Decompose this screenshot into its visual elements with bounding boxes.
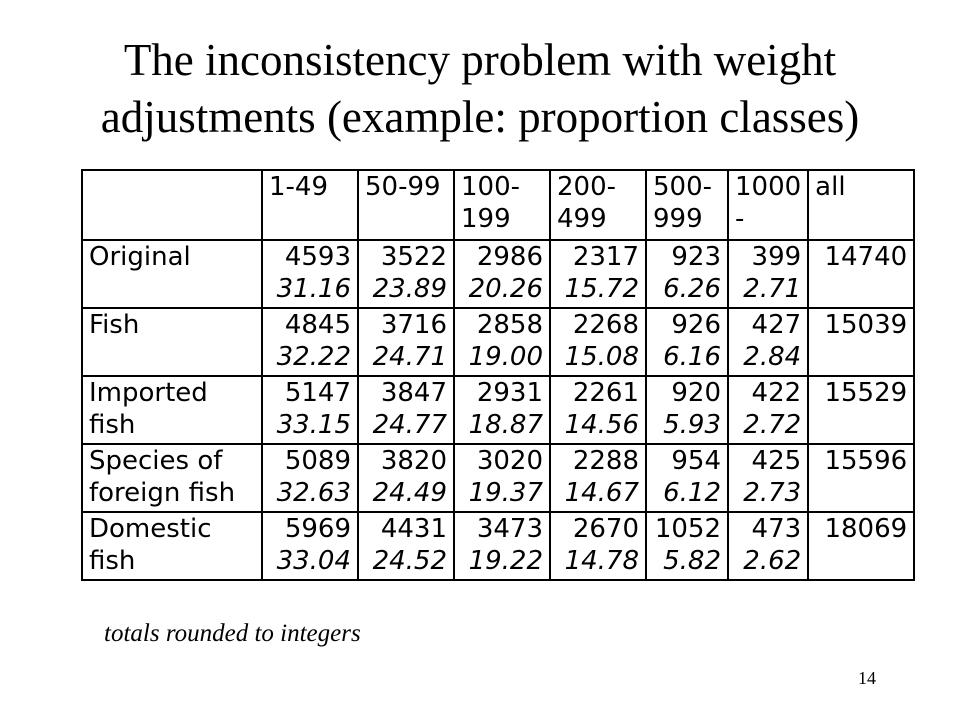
data-cell bbox=[728, 512, 808, 580]
count-value: 4845 bbox=[284, 310, 351, 340]
data-cell bbox=[454, 308, 550, 376]
data-cell bbox=[454, 512, 550, 580]
page-number: 14 bbox=[858, 668, 876, 688]
percent-value: 31.16 bbox=[276, 274, 351, 304]
header-cell bbox=[808, 170, 914, 240]
table-row bbox=[82, 512, 914, 580]
percent-value: 24.71 bbox=[372, 342, 447, 372]
header-label: 200- bbox=[557, 172, 617, 202]
table-row bbox=[82, 376, 914, 444]
row-label: Domestic fish bbox=[89, 514, 212, 576]
proportion-classes-table bbox=[81, 169, 915, 581]
row-label: Species of bbox=[89, 446, 223, 476]
row-label-cell bbox=[82, 308, 262, 376]
data-cell bbox=[646, 376, 728, 444]
total-value: 14740 bbox=[824, 242, 908, 272]
count-value: 3716 bbox=[380, 310, 447, 340]
count-value: 2261 bbox=[572, 378, 639, 408]
row-label-cell bbox=[82, 240, 262, 308]
header-label-cont: - bbox=[735, 204, 745, 234]
row-label: Fish bbox=[89, 310, 140, 340]
count-value: 2931 bbox=[476, 378, 543, 408]
data-cell bbox=[646, 444, 728, 512]
percent-value: 23.89 bbox=[372, 274, 447, 304]
count-value: 954 bbox=[671, 446, 721, 476]
total-value: 15039 bbox=[824, 310, 908, 340]
count-value: 1052 bbox=[654, 514, 721, 544]
count-value: 2858 bbox=[476, 310, 543, 340]
percent-value: 2.62 bbox=[743, 546, 802, 576]
percent-value: 24.52 bbox=[372, 546, 447, 576]
count-value: 4431 bbox=[380, 514, 447, 544]
data-cell bbox=[646, 240, 728, 308]
data-cell bbox=[262, 376, 358, 444]
header-cell bbox=[262, 170, 358, 240]
percent-value: 5.82 bbox=[663, 546, 721, 576]
data-cell bbox=[728, 308, 808, 376]
table-header-row bbox=[82, 170, 914, 240]
total-cell bbox=[808, 376, 914, 444]
count-value: 399 bbox=[751, 242, 802, 272]
data-cell bbox=[262, 444, 358, 512]
footnote: totals rounded to integers bbox=[104, 620, 361, 647]
header-cell bbox=[454, 170, 550, 240]
percent-value: 14.78 bbox=[564, 546, 639, 576]
total-value: 18069 bbox=[824, 514, 908, 544]
count-value: 4593 bbox=[284, 242, 351, 272]
header-label: 1-49 bbox=[269, 172, 329, 202]
header-label-cont: 999 bbox=[653, 204, 703, 234]
count-value: 920 bbox=[671, 378, 721, 408]
percent-value: 18.87 bbox=[468, 410, 543, 440]
percent-value: 15.08 bbox=[564, 342, 639, 372]
row-label-cell bbox=[82, 512, 262, 580]
data-cell bbox=[550, 444, 646, 512]
total-cell bbox=[808, 240, 914, 308]
count-value: 2288 bbox=[572, 446, 639, 476]
data-cell bbox=[358, 512, 454, 580]
data-cell bbox=[728, 240, 808, 308]
count-value: 5089 bbox=[284, 446, 351, 476]
count-value: 425 bbox=[751, 446, 802, 476]
percent-value: 14.56 bbox=[564, 410, 639, 440]
slide-title-line-1: The inconsistency problem with weight bbox=[123, 35, 837, 85]
count-value: 3020 bbox=[476, 446, 543, 476]
percent-value: 33.15 bbox=[276, 410, 351, 440]
count-value: 2670 bbox=[572, 514, 639, 544]
row-label-cell bbox=[82, 444, 262, 512]
row-label: Imported fish bbox=[89, 378, 208, 440]
data-cell bbox=[262, 240, 358, 308]
slide-title bbox=[0, 32, 960, 146]
table-row bbox=[82, 240, 914, 308]
percent-value: 33.04 bbox=[276, 546, 351, 576]
count-value: 3473 bbox=[476, 514, 543, 544]
header-corner-cell bbox=[82, 170, 262, 240]
data-cell bbox=[646, 512, 728, 580]
table-row bbox=[82, 444, 914, 512]
data-cell bbox=[646, 308, 728, 376]
count-value: 2268 bbox=[572, 310, 639, 340]
percent-value: 19.00 bbox=[468, 342, 543, 372]
percent-value: 24.77 bbox=[372, 410, 447, 440]
percent-value: 2.71 bbox=[743, 274, 802, 304]
count-value: 427 bbox=[751, 310, 802, 340]
count-value: 422 bbox=[751, 378, 802, 408]
row-label: Original bbox=[89, 242, 191, 272]
header-cell bbox=[728, 170, 808, 240]
count-value: 3522 bbox=[380, 242, 447, 272]
row-label-cell bbox=[82, 376, 262, 444]
data-cell bbox=[550, 240, 646, 308]
count-value: 926 bbox=[671, 310, 721, 340]
data-cell bbox=[454, 444, 550, 512]
data-cell bbox=[550, 376, 646, 444]
percent-value: 2.84 bbox=[743, 342, 802, 372]
header-label: 1000 bbox=[735, 172, 802, 202]
percent-value: 19.22 bbox=[468, 546, 543, 576]
data-cell bbox=[550, 308, 646, 376]
header-cell bbox=[646, 170, 728, 240]
header-label: 100- bbox=[461, 172, 521, 202]
data-cell bbox=[728, 444, 808, 512]
table-row bbox=[82, 308, 914, 376]
data-cell bbox=[550, 512, 646, 580]
count-value: 3847 bbox=[380, 378, 447, 408]
count-value: 473 bbox=[751, 514, 802, 544]
percent-value: 32.22 bbox=[276, 342, 351, 372]
header-label: 500- bbox=[653, 172, 713, 202]
header-label: all bbox=[815, 172, 846, 202]
count-value: 5969 bbox=[284, 514, 351, 544]
percent-value: 2.73 bbox=[743, 478, 802, 508]
count-value: 2317 bbox=[572, 242, 639, 272]
data-cell bbox=[358, 240, 454, 308]
total-value: 15529 bbox=[824, 378, 908, 408]
total-cell bbox=[808, 444, 914, 512]
row-label-cont: foreign fish bbox=[89, 478, 236, 508]
header-label-cont: 499 bbox=[557, 204, 607, 234]
count-value: 3820 bbox=[380, 446, 447, 476]
total-cell bbox=[808, 512, 914, 580]
data-cell bbox=[358, 444, 454, 512]
data-cell bbox=[262, 308, 358, 376]
slide-title-line-2: adjustments (example: proportion classes) bbox=[100, 92, 860, 142]
count-value: 2986 bbox=[476, 242, 543, 272]
total-cell bbox=[808, 308, 914, 376]
percent-value: 32.63 bbox=[276, 478, 351, 508]
header-label: 50-99 bbox=[365, 172, 441, 202]
header-cell bbox=[358, 170, 454, 240]
data-cell bbox=[728, 376, 808, 444]
data-cell bbox=[358, 308, 454, 376]
percent-value: 6.26 bbox=[663, 274, 721, 304]
header-label-cont: 199 bbox=[461, 204, 511, 234]
percent-value: 6.12 bbox=[663, 478, 721, 508]
percent-value: 19.37 bbox=[468, 478, 543, 508]
percent-value: 15.72 bbox=[564, 274, 639, 304]
percent-value: 20.26 bbox=[468, 274, 543, 304]
data-cell bbox=[262, 512, 358, 580]
count-value: 5147 bbox=[284, 378, 351, 408]
percent-value: 14.67 bbox=[564, 478, 639, 508]
percent-value: 2.72 bbox=[743, 410, 802, 440]
percent-value: 5.93 bbox=[663, 410, 721, 440]
data-cell bbox=[454, 376, 550, 444]
count-value: 923 bbox=[671, 242, 721, 272]
percent-value: 24.49 bbox=[372, 478, 447, 508]
data-cell bbox=[454, 240, 550, 308]
data-cell bbox=[358, 376, 454, 444]
percent-value: 6.16 bbox=[663, 342, 721, 372]
header-cell bbox=[550, 170, 646, 240]
total-value: 15596 bbox=[824, 446, 908, 476]
